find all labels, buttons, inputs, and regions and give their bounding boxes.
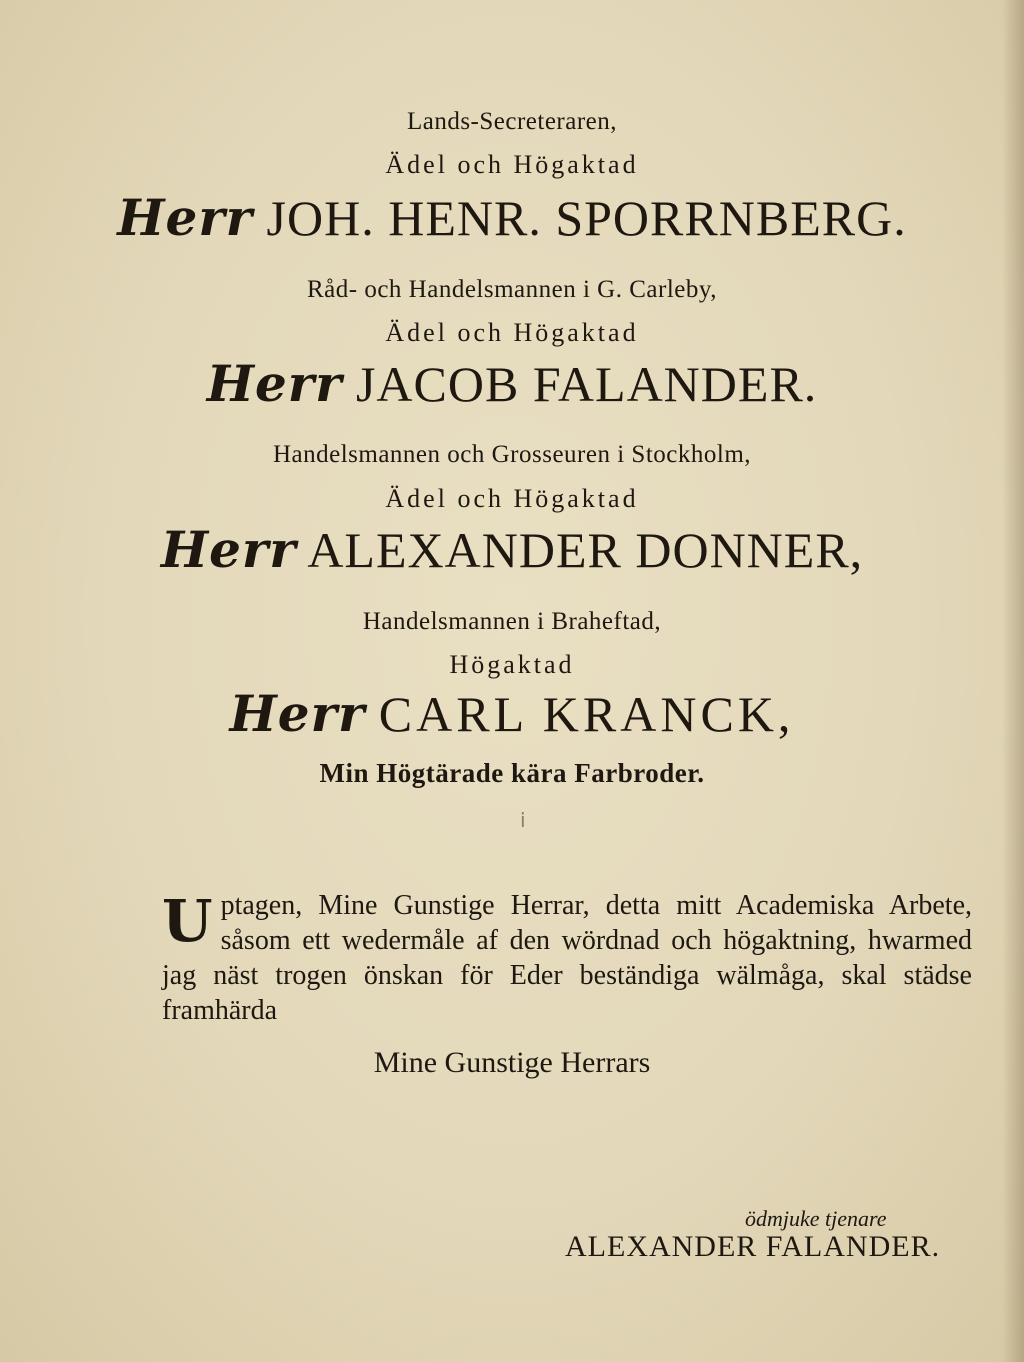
signature-servant: ödmjuke tjenare xyxy=(745,1206,887,1231)
recipient-name: JACOB FALANDER. xyxy=(355,356,818,412)
signature-name: ALEXANDER FALANDER. xyxy=(565,1230,941,1263)
dedication-line-7: Handelsmannen och Grosseuren i Stockholm, xyxy=(272,441,752,468)
dedication-line-1: Lands-Secreteraren, xyxy=(406,108,618,135)
herr-title: Herr xyxy=(206,354,343,413)
dedication-line-2: Ädel och Högaktad xyxy=(385,150,639,179)
recipient-name: CARL KRANCK, xyxy=(378,686,795,742)
dedication-line-5: Ädel och Högaktad xyxy=(385,318,639,347)
closing-salutation: Mine Gunstige Herrars xyxy=(373,1046,651,1079)
herr-title: Herr xyxy=(160,520,297,579)
body-paragraph: ptagen, Mine Gunstige Herrar, detta mitt Academiska Arbete, såsom ett wedermåle af den wördnad och högaktning, hwarmed jag näst trogen önskan för Eder beständiga wälmåga, skal städse framhärda xyxy=(162,890,972,1026)
herr-title: Herr xyxy=(229,684,366,743)
dedication-line-13: Min Högtärade kära Farbroder. xyxy=(319,758,705,788)
dedication-name-4 xyxy=(0,684,1024,743)
stray-mark: ⅰ xyxy=(520,810,526,832)
dedication-name-3 xyxy=(0,520,1024,579)
recipient-name: JOH. HENR. SPORRNBERG. xyxy=(266,190,907,246)
dedication-name-2 xyxy=(0,354,1024,413)
dedication-line-4: Råd- och Handelsmannen i G. Carleby, xyxy=(306,276,718,303)
drop-cap: U xyxy=(162,887,213,955)
dedication-line-8: Ädel och Högaktad xyxy=(385,484,639,513)
recipient-name: ALEXANDER DONNER, xyxy=(307,522,864,578)
dedication-line-10: Handelsmannen i Braheftad, xyxy=(362,608,662,635)
dedication-line-11: Högaktad xyxy=(449,650,575,679)
herr-title: Herr xyxy=(117,188,254,247)
dedication-body xyxy=(162,888,972,1028)
dedication-name-1 xyxy=(0,188,1024,247)
